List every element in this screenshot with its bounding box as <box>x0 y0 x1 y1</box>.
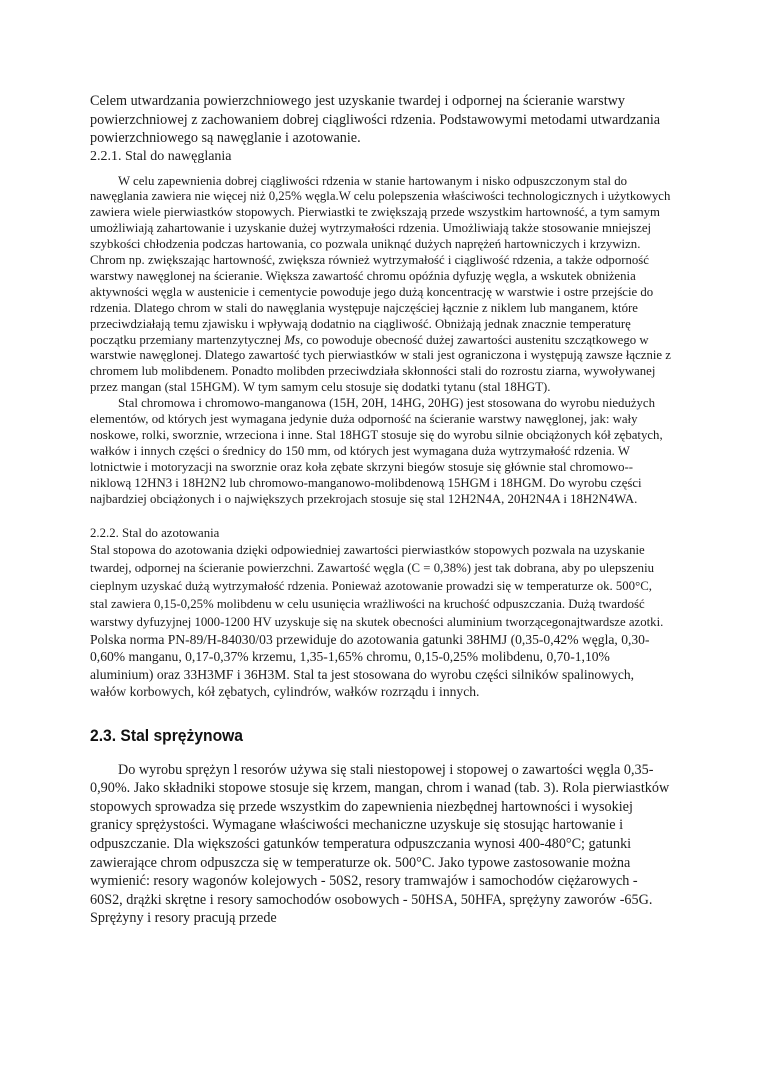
intro-paragraph: Celem utwardzania powierzchniowego jest uzyskanie twardej i odpornej na ścieranie warstwy powierzchniowej z zachowaniem dobrej ciągliwości rdzenia. Podstawowymi metodami utwardzania powierzchniowego są nawęglanie i azotowanie. <box>90 93 661 146</box>
ms-symbol: Ms, <box>284 332 304 347</box>
section-221-paragraph-2: Stal chromowa i chromowo-manganowa (15H, 20H, 14HG, 20HG) jest stosowana do wyrobu niedużych elementów, od których jest wymagana jedynie duża odporność na ścieranie warstwy nawęglonej, jak: wały noskowe, rolki, sworznie, wrzeciona i inne. Stal 18HGT stosuje się do wyrobu silnie obciążonych kół zębatych, wałków i innych części o średnicy do 150 mm, od których jest wymagana duża wytrzymałość rdzenia. W lotnictwie i motoryzacji na sworznie oraz koła zębate skrzyni biegów stosuje się głównie stal chromowo--niklową 12HN3 i 18H2N2 lub chromowo-manganowo-molibdenową 15HGM i 18HGM. Do wyrobu części najbardziej obciążonych i o największych przekrojach stosuje się stal 12H2N4A, 20H2N4A i 18H2N4WA. <box>90 396 663 506</box>
document-page <box>90 92 672 928</box>
section-221-heading: 2.2.1. Stal do nawęglania <box>90 148 232 164</box>
section-222-paragraph <box>90 541 672 700</box>
paragraph-1-text-b: co powoduje obecność dużej zawartości austenitu szczątkowego w warstwie nawęglonej. Dlatego zawartość tych pierwiastków w stali jest ograniczona i występują zawsze łącznie z chromem lub molibdenem. Ponadto molibden przeciwdziała skłonności stali do rozrostu ziarna, wywoływanej przez mangan (stal 15HGM). W tym samym celu stosuje się dodatki tytanu (stal 18HGT). <box>90 332 671 395</box>
paragraph-1-text-a: W celu zapewnienia dobrej ciągliwości rdzenia w stanie hartowanym i nisko odpuszczonym stal do nawęglania zawiera nie więcej niż 0,25% węgla.W celu polepszenia właściwości technologicznych i użytkowych zawiera wiele pierwiastków stopowych. Pierwiastki te zwiększają przede wszystkim hartowność, a tym samym umożliwiają zahartowanie i uzyskanie dużej wytrzymałości rdzenia. Umożliwiają także stosowanie mniejszej szybkości chłodzenia podczas hartowania, co pozwala uniknąć dużych naprężeń hartowniczych i krzywizn. Chrom np. zwiększając hartowność, zwiększa również wytrzymałość i ciągliwość rdzenia, a także odporność warstwy nawęglonej na ścieranie. Większa zawartość chromu opóźnia dyfuzję węgla, a wskutek obniżenia aktywności węgla w austenicie i cementycie powoduje jego dużą koncentrację w warstwie i ostre przejście do rdzenia. Dlatego chrom w stali do nawęglania występuje najczęściej łącznie z niklem lub manganem, które przeciwdziałają temu zjawisku i wpływają dodatnio na ciągliwość. Obniżają jednak znacznie temperaturę początku przemiany martenzytycznej <box>90 173 671 347</box>
section-221-paragraph-1 <box>90 174 672 397</box>
section-222-text-large: Polska norma PN-89/H-84030/03 przewiduje do azotowania gatunki 38HMJ (0,35-0,42% węgla, 0,30-0,60% manganu, 0,17-0,37% krzemu, 1,35-1,65% chromu, 0,15-0,25% molibdenu, 0,70-1,10% aluminium) oraz 33H3MF i 36H3M. Stal ta jest stosowana do wyrobu części silników spalinowych, wałów korbowych, kół zębatych, cylindrów, wałków rozrządu i innych. <box>90 631 650 700</box>
section-222-text-small: Stal stopowa do azotowania dzięki odpowiedniej zawartości pierwiastków stopowych pozwala na uzyskanie twardej, odpornej na ścieranie powierzchni. Zawartość węgla (C = 0,38%) jest tak dobrana, aby po ulepszeniu cieplnym uzyskać dużą wytrzymałość rdzenia. Ponieważ azotowanie prowadzi się w temperaturze ok. 500°C, stal zawiera 0,15-0,25% molibdenu w celu usunięcia wrażliwości na kruchość odpuszczania. Dużą twardość warstwy dyfuzyjnej 1000-1200 HV uzyskuje się na skutek obecności aluminium tworzącegonajtwardsze azotki. <box>90 543 664 630</box>
section-23-heading: 2.3. Stal sprężynowa <box>90 725 243 745</box>
section-23-paragraph: Do wyrobu sprężyn l resorów używa się stali niestopowej i stopowej o zawartości węgla 0,35-0,90%. Jako składniki stopowe stosuje się krzem, mangan, chrom i wanad (tab. 3). Rola pierwiastków stopowych sprowadza się przede wszystkim do zapewnienia niezbędnej hartowności i wysokiej granicy sprężystości. Wymagane właściwości mechaniczne uzyskuje się stosując hartowanie i odpuszczanie. Dla większości gatunków temperatura odpuszczania wynosi 400-480°C; gatunki zawierające chrom odpuszcza się w temperaturze ok. 500°C. Jako typowe zastosowanie można wymienić: resory wagonów kolejowych - 50S2, resory tramwajów i samochodów ciężarowych - 60S2, drążki skrętne i resory samochodów osobowych - 50HSA, 50HFA, sprężyny zaworów -65G. Sprężyny i resory pracują przede <box>90 761 670 927</box>
section-222-heading: 2.2.2. Stal do azotowania <box>90 525 220 540</box>
